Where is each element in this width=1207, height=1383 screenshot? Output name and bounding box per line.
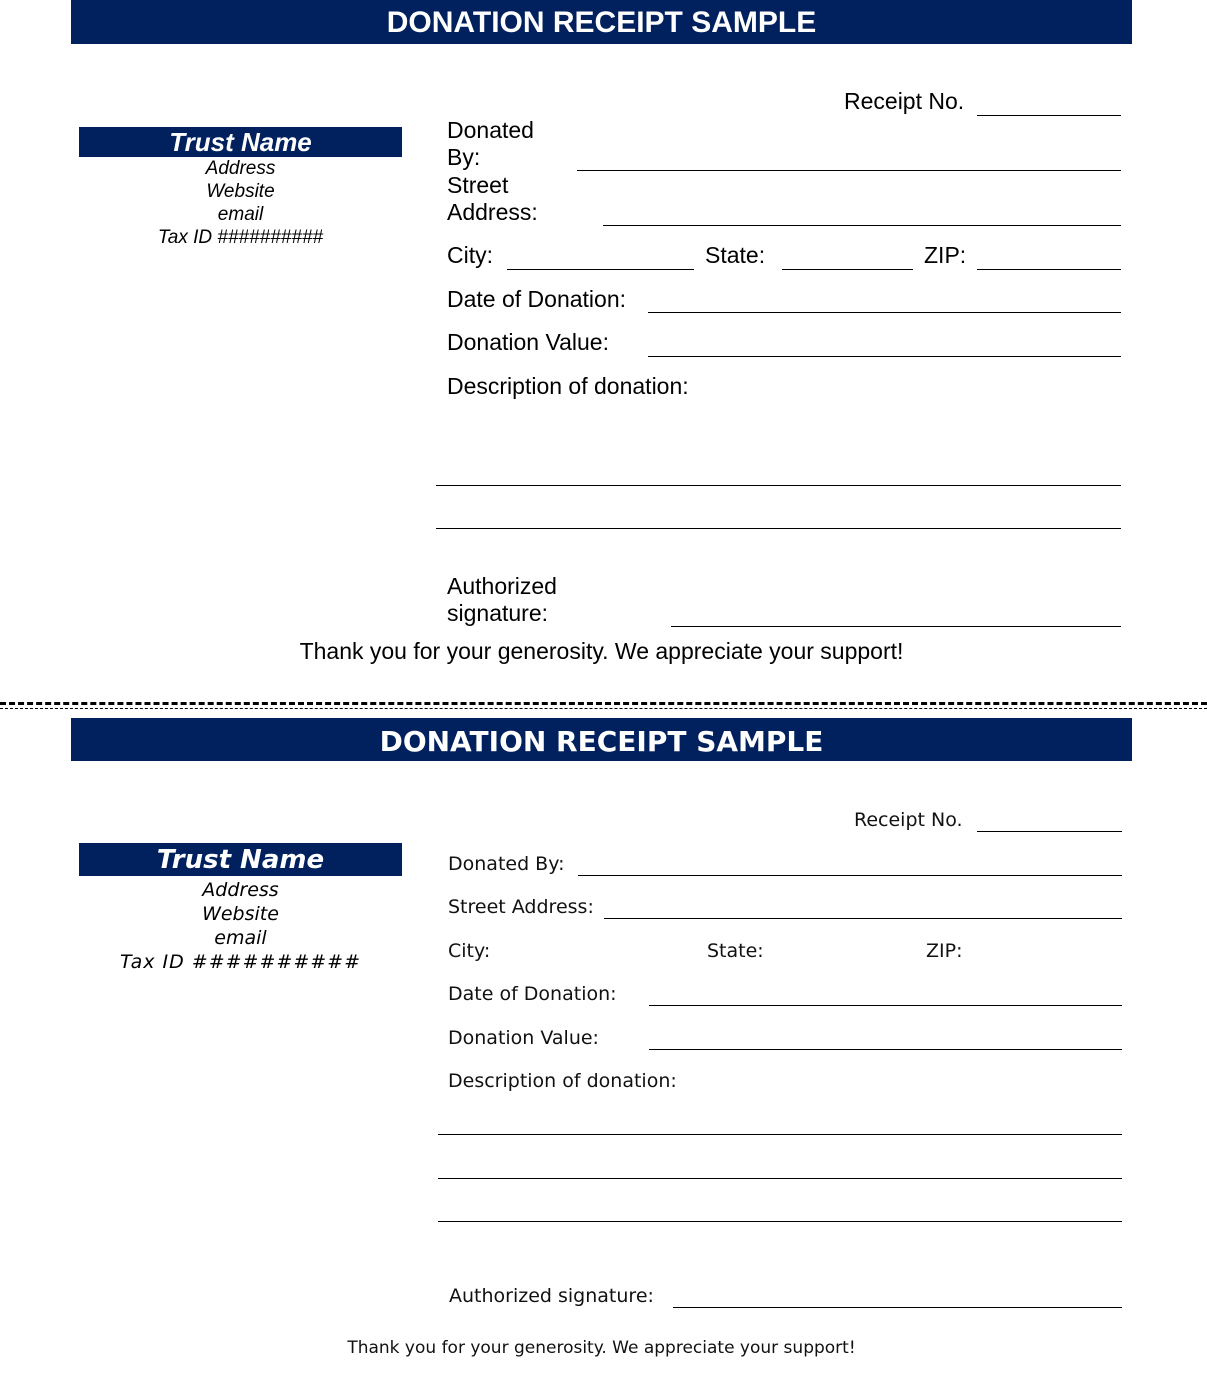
state-field[interactable] xyxy=(782,269,913,270)
state-label: State: xyxy=(705,242,766,268)
donation-value-field[interactable] xyxy=(648,356,1121,357)
description-line-2[interactable] xyxy=(436,528,1121,529)
city-label: City: xyxy=(447,242,493,268)
receipt-title: DONATION RECEIPT SAMPLE xyxy=(71,718,1132,761)
trust-tax-id: Tax ID ########## xyxy=(157,227,324,248)
receipt-no-label: Receipt No. xyxy=(844,88,965,114)
thank-you-message: Thank you for your generosity. We appreciate your support! xyxy=(299,638,904,664)
trust-name: Trust Name xyxy=(79,843,402,876)
donated-by-label: Donated By: xyxy=(448,853,565,875)
street-address-field[interactable] xyxy=(604,918,1122,919)
description-label: Description of donation: xyxy=(448,1070,677,1092)
receipt-no-label: Receipt No. xyxy=(854,809,963,831)
receipt-title: DONATION RECEIPT SAMPLE xyxy=(71,0,1132,44)
zip-label: ZIP: xyxy=(926,940,963,962)
trust-address: Address xyxy=(205,158,276,179)
state-label: State: xyxy=(707,940,764,962)
date-of-donation-label: Date of Donation: xyxy=(448,983,617,1005)
zip-field[interactable] xyxy=(977,269,1121,270)
trust-email: email xyxy=(214,927,267,949)
trust-address: Address xyxy=(202,879,279,901)
street-address-field[interactable] xyxy=(603,225,1121,226)
receipt-no-field[interactable] xyxy=(977,115,1121,116)
street-address-label-line2: Address: xyxy=(447,199,538,225)
date-of-donation-label: Date of Donation: xyxy=(447,286,627,312)
receipt-no-field[interactable] xyxy=(977,831,1122,832)
trust-name: Trust Name xyxy=(79,127,402,157)
city-field[interactable] xyxy=(507,269,694,270)
authorized-signature-label: Authorized signature: xyxy=(449,1285,654,1307)
authorized-signature-label-line2: signature: xyxy=(447,600,549,626)
description-line-3[interactable] xyxy=(438,1221,1122,1222)
street-address-label: Street Address: xyxy=(448,896,594,918)
donated-by-label-line1: Donated xyxy=(447,117,534,143)
donation-value-label: Donation Value: xyxy=(447,329,609,355)
donated-by-field[interactable] xyxy=(578,875,1122,876)
zip-label: ZIP: xyxy=(924,242,967,268)
description-line-1[interactable] xyxy=(436,485,1121,486)
description-label: Description of donation: xyxy=(447,373,689,399)
date-of-donation-field[interactable] xyxy=(649,1005,1122,1006)
cut-line-secondary xyxy=(0,708,1207,709)
cut-line xyxy=(0,702,1207,705)
donation-value-field[interactable] xyxy=(649,1049,1122,1050)
donated-by-label-line2: By: xyxy=(447,144,481,170)
description-line-2[interactable] xyxy=(438,1178,1122,1179)
authorized-signature-field[interactable] xyxy=(673,1307,1122,1308)
authorized-signature-field[interactable] xyxy=(671,626,1121,627)
thank-you-message: Thank you for your generosity. We appreciate your support! xyxy=(347,1338,856,1358)
city-label: City: xyxy=(448,940,491,962)
trust-email: email xyxy=(217,204,264,225)
street-address-label-line1: Street xyxy=(447,172,509,198)
date-of-donation-field[interactable] xyxy=(648,312,1121,313)
trust-tax-id: Tax ID ########## xyxy=(119,951,361,973)
description-line-1[interactable] xyxy=(438,1134,1122,1135)
donated-by-field[interactable] xyxy=(577,170,1121,171)
donation-value-label: Donation Value: xyxy=(448,1027,599,1049)
trust-website: Website xyxy=(206,181,275,202)
trust-website: Website xyxy=(202,903,279,925)
authorized-signature-label-line1: Authorized xyxy=(447,573,557,599)
